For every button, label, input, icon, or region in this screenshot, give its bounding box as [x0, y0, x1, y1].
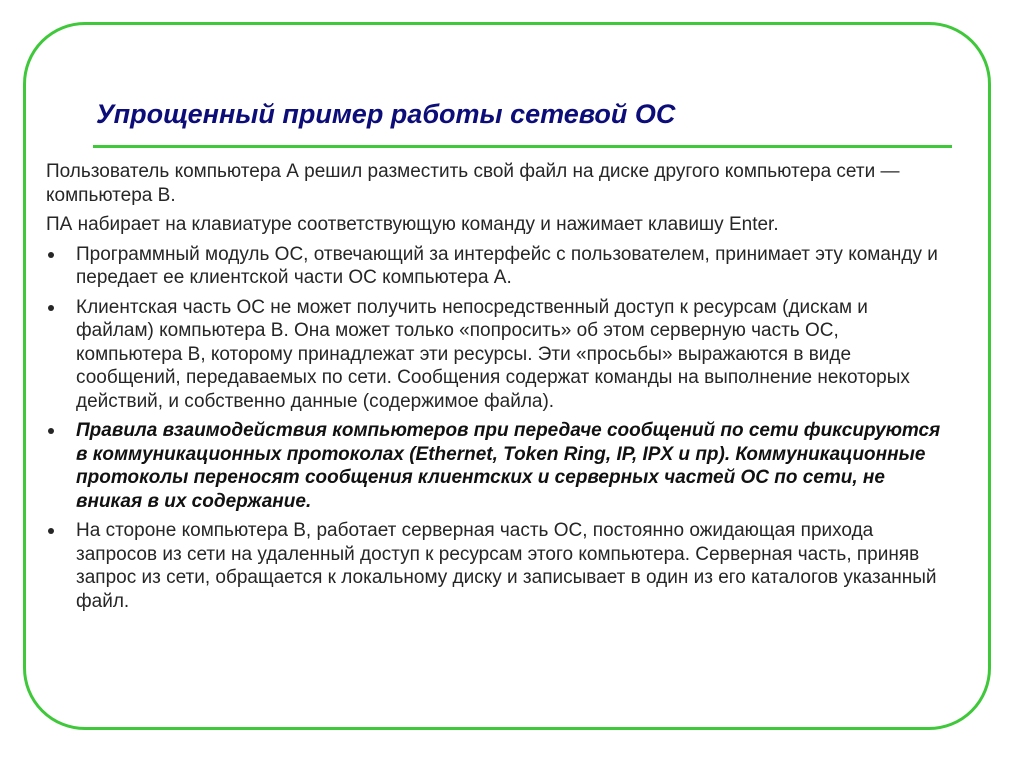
intro-paragraph-2: ПА набирает на клавиатуре соответствующую команду и нажимает клавишу Enter. — [46, 214, 779, 235]
bullet-dot-icon — [48, 305, 54, 311]
bullet-item-4 — [46, 519, 946, 613]
slide-title: Упрощенный пример работы сетевой ОС — [96, 99, 676, 129]
intro-paragraph-1: Пользователь компьютера А решил разместить свой файл на диске другого компьютера сети — компьютера В. — [46, 161, 900, 206]
bullet-list — [46, 243, 946, 614]
bullet-text-1: Программный модуль ОС, отвечающий за интерфейс с пользователем, принимает эту команду и передает ее клиентской части ОС компьютера А. — [76, 243, 938, 288]
bullet-dot-icon — [48, 252, 54, 258]
title-underline — [93, 145, 952, 148]
bullet-item-2 — [46, 296, 946, 414]
bullet-item-3 — [46, 419, 946, 513]
bullet-text-4: На стороне компьютера В, работает серверная часть ОС, постоянно ожидающая прихода запросов из сети на удаленный доступ к ресурсам этого компьютера. Серверная часть, приняв запрос из сети, обращается к локальному диску и записывает в один из его каталогов указанный файл. — [76, 520, 937, 612]
bullet-dot-icon — [48, 428, 54, 434]
bullet-text-2: Клиентская часть ОС не может получить непосредственный доступ к ресурсам (дискам и файлам) компьютера В. Она может только «попросить» об этом серверную часть ОС, компьютера В, которому принадлежат эти ресурсы. Эти «просьбы» выражаются в виде сообщений, передаваемых по сети. Сообщения содержат команды на выполнение некоторых действий, и собственно данные (содержимое файла). — [76, 296, 910, 412]
bullet-text-3: Правила взаимодействия компьютеров при передаче сообщений по сети фиксируются в коммуникационных протоколах (Ethernet, Token Ring, IP, IPX и пр). Коммуникационные протоколы переносят сообщения клиентских и серверных частей ОС по сети, не вникая в их содержание. — [76, 420, 941, 512]
bullet-dot-icon — [48, 528, 54, 534]
slide-body — [46, 160, 946, 619]
bullet-item-1 — [46, 243, 946, 290]
